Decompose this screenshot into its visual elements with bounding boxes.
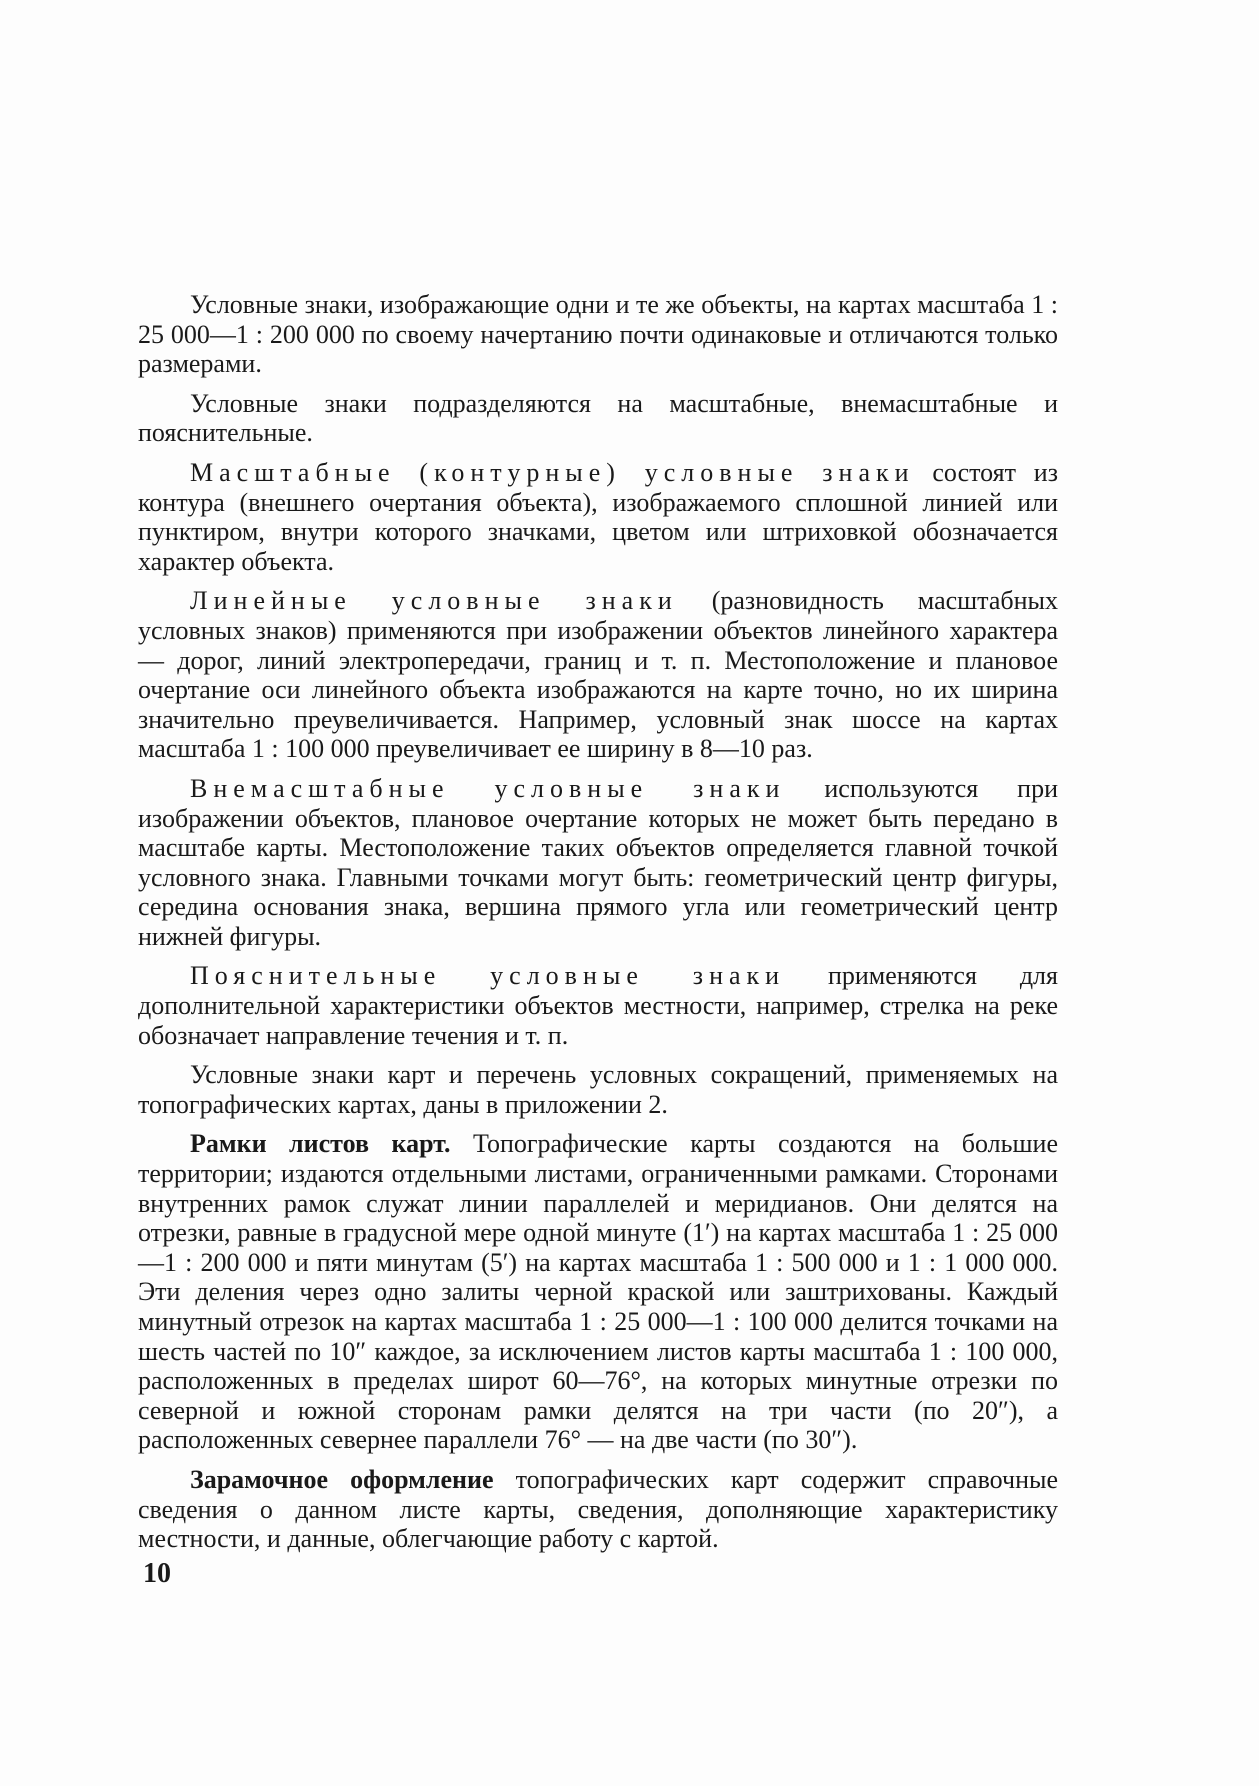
paragraph-conventional-signs-intro: Условные знаки, изображающие одни и те же объекты, на картах масштаба 1 : 25 000—1 : 200 000 по своему начертанию почти одинаковые и отличаются только размерами. [138, 290, 1058, 379]
paragraph-scale-signs-text: состоят из контура (внешнего очертания объекта), изображаемого сплошной линией или пунктиром, внутри которого значками, цветом или штриховкой обозначается характер объекта. [138, 457, 1058, 576]
term-explanatory-signs: Пояснительные условные знаки [190, 961, 786, 991]
paragraph-map-frames [138, 1129, 1058, 1455]
heading-marginal-design: Зарамочное оформление [190, 1464, 494, 1494]
paragraph-appendix-reference: Условные знаки карт и перечень условных сокращений, применяемых на топографических картах, даны в приложении 2. [138, 1060, 1058, 1119]
paragraph-explanatory-signs [138, 961, 1058, 1050]
paragraph-off-scale-signs-text: используются при изображении объектов, плановое очертание которых не может быть передано в масштабе карты. Местоположение таких объектов определяется главной точкой условного знака. Главными точками могут быть: геометрический центр фигуры, середина основания знака, вершина прямого угла или геометрический центр нижней фигуры. [138, 773, 1059, 951]
paragraph-explanatory-signs-text: применяются для дополнительной характеристики объектов местности, например, стрелка на реке обозначает направление течения и т. п. [138, 961, 1058, 1050]
paragraph-off-scale-signs [138, 774, 1058, 952]
paragraph-map-frames-text: Топографические карты создаются на большие территории; издаются отдельными листами, ограниченными рамками. Сторонами внутренних рамок служат линии параллелей и меридианов. Они делятся на отрезки, равные в градусной мере одной минуте (1′) на картах масштаба 1 : 25 000—1 : 200 000 и пяти минутам (5′) на картах масштаба 1 : 500 000 и 1 : 1 000 000. Эти деления через одно залиты черной краской или заштрихованы. Каждый минутный отрезок на картах масштаба 1 : 25 000—1 : 100 000 делится точками на шесть частей по 10″ каждое, за исключением листов карты масштаба 1 : 100 000, расположенных в пределах широт 60—76°, на которых минутные отрезки по северной и южной сторонам рамки делятся на три части (по 20″), а расположенных севернее параллели 76° — на две части (по 30″). [138, 1129, 1058, 1455]
paragraph-linear-signs [138, 586, 1058, 764]
paragraph-linear-signs-text: (разновидность масштабных условных знаков) применяются при изображении объектов линейного характера — дорог, линий электропередачи, границ и т. п. Местоположение и плановое очертание оси линейного объекта изображаются на карте точно, но их ширина значительно преувеличивается. Например, условный знак шоссе на картах масштаба 1 : 100 000 преувеличивает ее ширину в 8—10 раз. [138, 586, 1058, 764]
paragraph-marginal-design-text: топографических карт содержит справочные сведения о данном листе карты, сведения, дополняющие характеристику местности, и данные, облегчающие работу с картой. [138, 1464, 1058, 1554]
term-linear-signs: Линейные условные знаки [190, 586, 678, 616]
term-off-scale-signs: Внемасштабные условные знаки [190, 773, 786, 803]
page-number: 10 [143, 1558, 171, 1589]
paragraph-marginal-design [138, 1465, 1058, 1554]
paragraph-sign-types: Условные знаки подразделяются на масштабные, внемасштабные и пояснительные. [138, 388, 1058, 448]
body-text [138, 290, 1058, 1564]
heading-map-frames: Рамки листов карт. [190, 1129, 451, 1159]
paragraph-scale-signs [138, 458, 1058, 576]
term-scale-signs: Масштабные (контурные) условные знаки [190, 457, 915, 487]
